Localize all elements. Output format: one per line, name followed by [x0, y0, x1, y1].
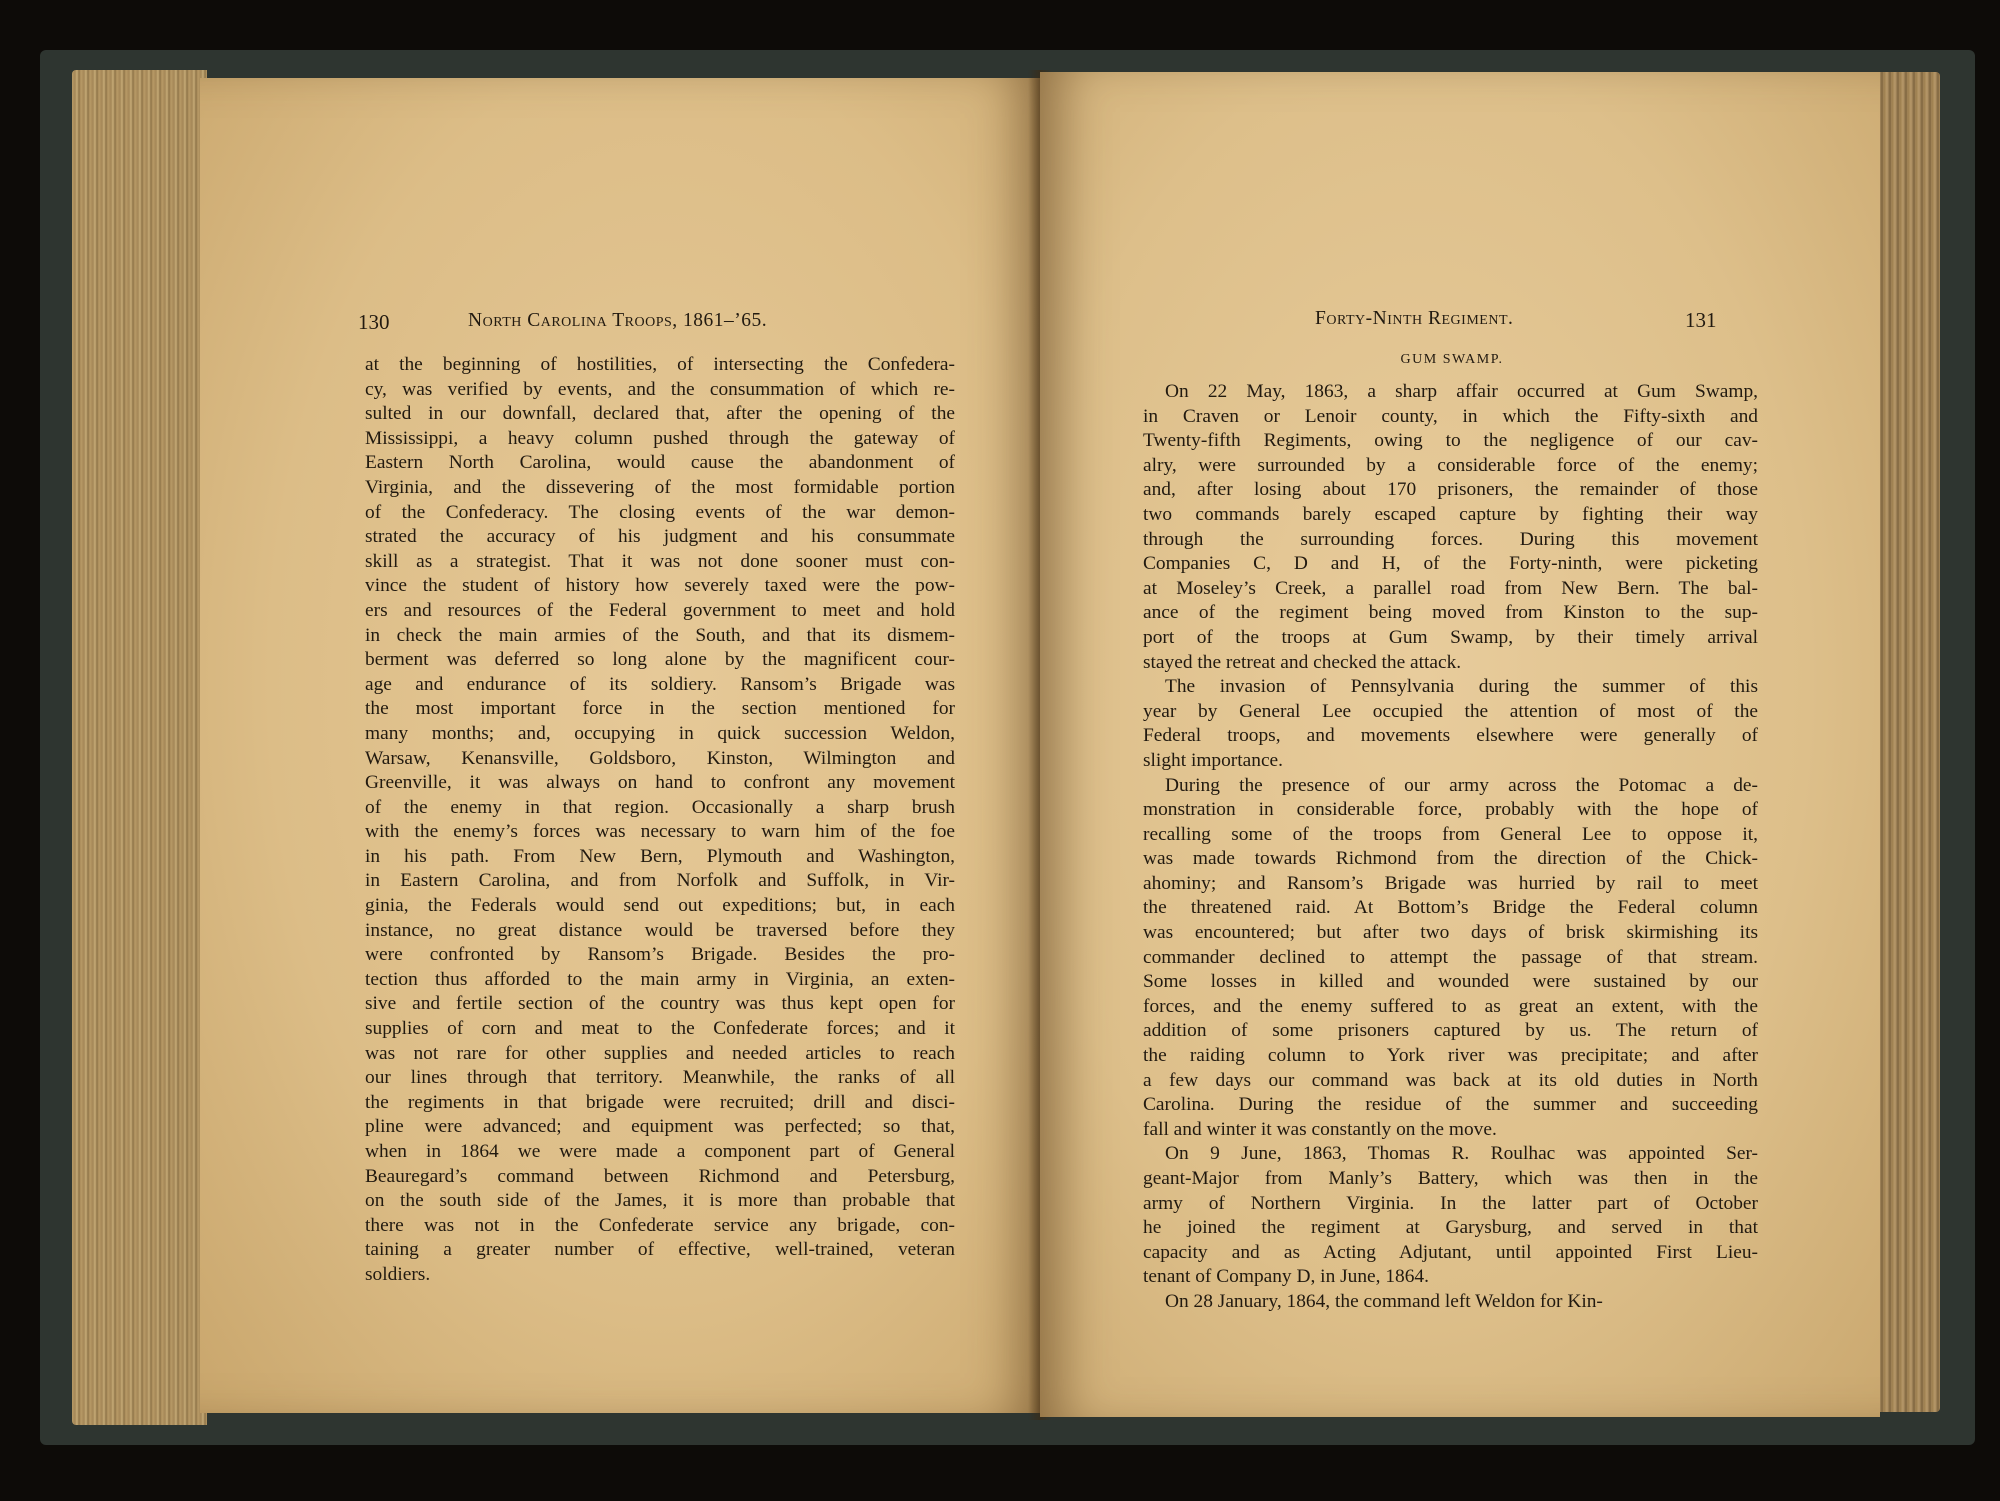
left-running-head: North Carolina Troops, 1861–’65.	[468, 310, 768, 331]
text-line: instance, no great distance would be traversed before they	[365, 919, 955, 941]
text-line: of the enemy in that region. Occasionally a sharp brush	[365, 796, 955, 818]
text-line: Virginia, and the dissevering of the most formidable portion	[365, 476, 955, 498]
text-line: commander declined to attempt the passage of that stream.	[1143, 946, 1758, 968]
text-line: our lines through that territory. Meanwhile, the ranks of all	[365, 1067, 955, 1089]
text-line: two commands barely escaped capture by fighting their way	[1143, 503, 1758, 525]
text-line: in his path. From New Bern, Plymouth and Washington,	[365, 845, 955, 867]
text-line: On 9 June, 1863, Thomas R. Roulhac was appointed Ser-	[1165, 1143, 1758, 1165]
page-edges-left	[72, 70, 207, 1425]
text-line: soldiers.	[365, 1263, 431, 1285]
text-line: On 22 May, 1863, a sharp affair occurred at Gum Swamp,	[1165, 381, 1758, 402]
right-running-head: Forty-Ninth Regiment.	[1315, 308, 1514, 329]
text-line: monstration in considerable force, probably with the hope of	[1143, 799, 1758, 821]
text-line: alry, were surrounded by a considerable force of the enemy;	[1143, 454, 1758, 476]
text-line: fall and winter it was constantly on the move.	[1143, 1118, 1497, 1140]
text-line: Eastern North Carolina, would cause the abandonment of	[365, 452, 955, 474]
text-line: was made towards Richmond from the direction of the Chick-	[1143, 848, 1758, 870]
text-line: he joined the regiment at Garysburg, and served in that	[1143, 1217, 1758, 1239]
text-line: stayed the retreat and checked the attack.	[1143, 651, 1462, 673]
text-line: skill as a strategist. That it was not done sooner must con-	[365, 550, 955, 572]
text-line: On 28 January, 1864, the command left Weldon for Kin-	[1165, 1290, 1603, 1312]
text-line: ance of the regiment being moved from Kinston to the sup-	[1143, 602, 1758, 624]
text-line: at Moseley’s Creek, a parallel road from New Bern. The bal-	[1143, 577, 1758, 599]
left-page-number: 130	[358, 310, 390, 334]
text-line: geant-Major from Manly’s Battery, which was then in the	[1143, 1168, 1758, 1189]
text-line: taining a greater number of effective, well-trained, veteran	[365, 1239, 955, 1261]
text-line: with the enemy’s forces was necessary to warn him of the foe	[365, 821, 955, 843]
text-line: on the south side of the James, it is more than probable that	[365, 1190, 955, 1212]
text-line: Companies C, D and H, of the Forty-ninth, were picketing	[1143, 553, 1758, 575]
text-line: Twenty-fifth Regiments, owing to the negligence of our cav-	[1143, 430, 1758, 452]
text-line: Greenville, it was always on hand to confront any movement	[365, 772, 955, 794]
text-line: cy, was verified by events, and the consummation of which re-	[365, 378, 955, 400]
text-line: addition of some prisoners captured by us. The return of	[1143, 1020, 1758, 1042]
text-line: ginia, the Federals would send out expeditions; but, in each	[365, 895, 955, 917]
left-page	[200, 78, 1040, 1413]
text-line: were confronted by Ransom’s Brigade. Besides the pro-	[365, 944, 955, 966]
text-line: age and endurance of its soldiery. Ransom’s Brigade was	[365, 673, 955, 695]
text-line: a few days our command was back at its old duties in North	[1143, 1069, 1758, 1091]
text-line: The invasion of Pennsylvania during the summer of this	[1165, 676, 1758, 698]
text-line: recalling some of the troops from General Lee to oppose it,	[1143, 823, 1758, 845]
text-line: vince the student of history how severely taxed were the pow-	[365, 575, 955, 597]
text-line: the raiding column to York river was precipitate; and after	[1143, 1045, 1758, 1067]
text-line: the regiments in that brigade were recruited; drill and disci-	[365, 1091, 955, 1113]
text-line: army of Northern Virginia. In the latter part of October	[1143, 1192, 1758, 1214]
text-line: Some losses in killed and wounded were sustained by our	[1143, 971, 1758, 993]
text-line: ahominy; and Ransom’s Brigade was hurried by rail to meet	[1143, 872, 1758, 894]
text-line: strated the accuracy of his judgment and his consummate	[365, 526, 955, 548]
text-line: capacity and as Acting Adjutant, until appointed First Lieu-	[1143, 1241, 1758, 1263]
text-line: and, after losing about 170 prisoners, the remainder of those	[1143, 479, 1758, 501]
text-line: was encountered; but after two days of brisk skirmishing its	[1143, 922, 1758, 944]
text-line: many months; and, occupying in quick succession Weldon,	[365, 722, 955, 744]
text-line: During the presence of our army across the Potomac a de-	[1165, 774, 1758, 796]
text-line: when in 1864 we were made a component part of General	[365, 1141, 955, 1162]
text-line: pline were advanced; and equipment was perfected; so that,	[365, 1116, 955, 1138]
text-line: Federal troops, and movements elsewhere were generally of	[1143, 725, 1758, 747]
text-line: there was not in the Confederate service any brigade, con-	[365, 1214, 955, 1236]
text-line: Beauregard’s command between Richmond and Petersburg,	[365, 1165, 955, 1187]
text-line: at the beginning of hostilities, of intersecting the Confedera-	[365, 354, 955, 375]
text-line: the most important force in the section mentioned for	[365, 698, 955, 720]
text-line: berment was deferred so long alone by the magnificent cour-	[365, 649, 955, 671]
right-page-number: 131	[1685, 308, 1717, 332]
text-line: of the Confederacy. The closing events of the war demon-	[365, 501, 955, 523]
text-line: slight importance.	[1143, 749, 1284, 771]
right-page-body	[1143, 380, 1758, 1315]
text-line: Mississippi, a heavy column pushed through the gateway of	[365, 427, 955, 449]
section-title: GUM SWAMP.	[1400, 352, 1504, 367]
text-line: sive and fertile section of the country was thus kept open for	[365, 993, 955, 1015]
text-line: tection thus afforded to the main army in Virginia, an exten-	[365, 968, 955, 990]
text-line: supplies of corn and meat to the Confederate forces; and it	[365, 1018, 955, 1040]
text-line: sulted in our downfall, declared that, after the opening of the	[365, 403, 955, 425]
text-line: Carolina. During the residue of the summer and succeeding	[1143, 1094, 1758, 1116]
text-line: in Craven or Lenoir county, in which the Fifty-sixth and	[1143, 405, 1758, 427]
text-line: forces, and the enemy suffered to as great an extent, with the	[1143, 995, 1758, 1017]
text-line: port of the troops at Gum Swamp, by their timely arrival	[1143, 626, 1758, 648]
text-line: was not rare for other supplies and needed articles to reach	[365, 1042, 955, 1064]
text-line: tenant of Company D, in June, 1864.	[1143, 1266, 1429, 1288]
text-line: ers and resources of the Federal government to meet and hold	[365, 599, 955, 621]
text-line: year by General Lee occupied the attention of most of the	[1143, 700, 1758, 722]
text-line: in Eastern Carolina, and from Norfolk and Suffolk, in Vir-	[365, 870, 955, 892]
text-line: through the surrounding forces. During this movement	[1143, 528, 1758, 550]
text-line: the threatened raid. At Bottom’s Bridge the Federal column	[1143, 897, 1758, 919]
left-page-body	[365, 353, 955, 1288]
text-line: in check the main armies of the South, and that its dismem-	[365, 624, 955, 646]
right-page	[1040, 72, 1880, 1417]
text-line: Warsaw, Kenansville, Goldsboro, Kinston, Wilmington and	[365, 747, 955, 769]
